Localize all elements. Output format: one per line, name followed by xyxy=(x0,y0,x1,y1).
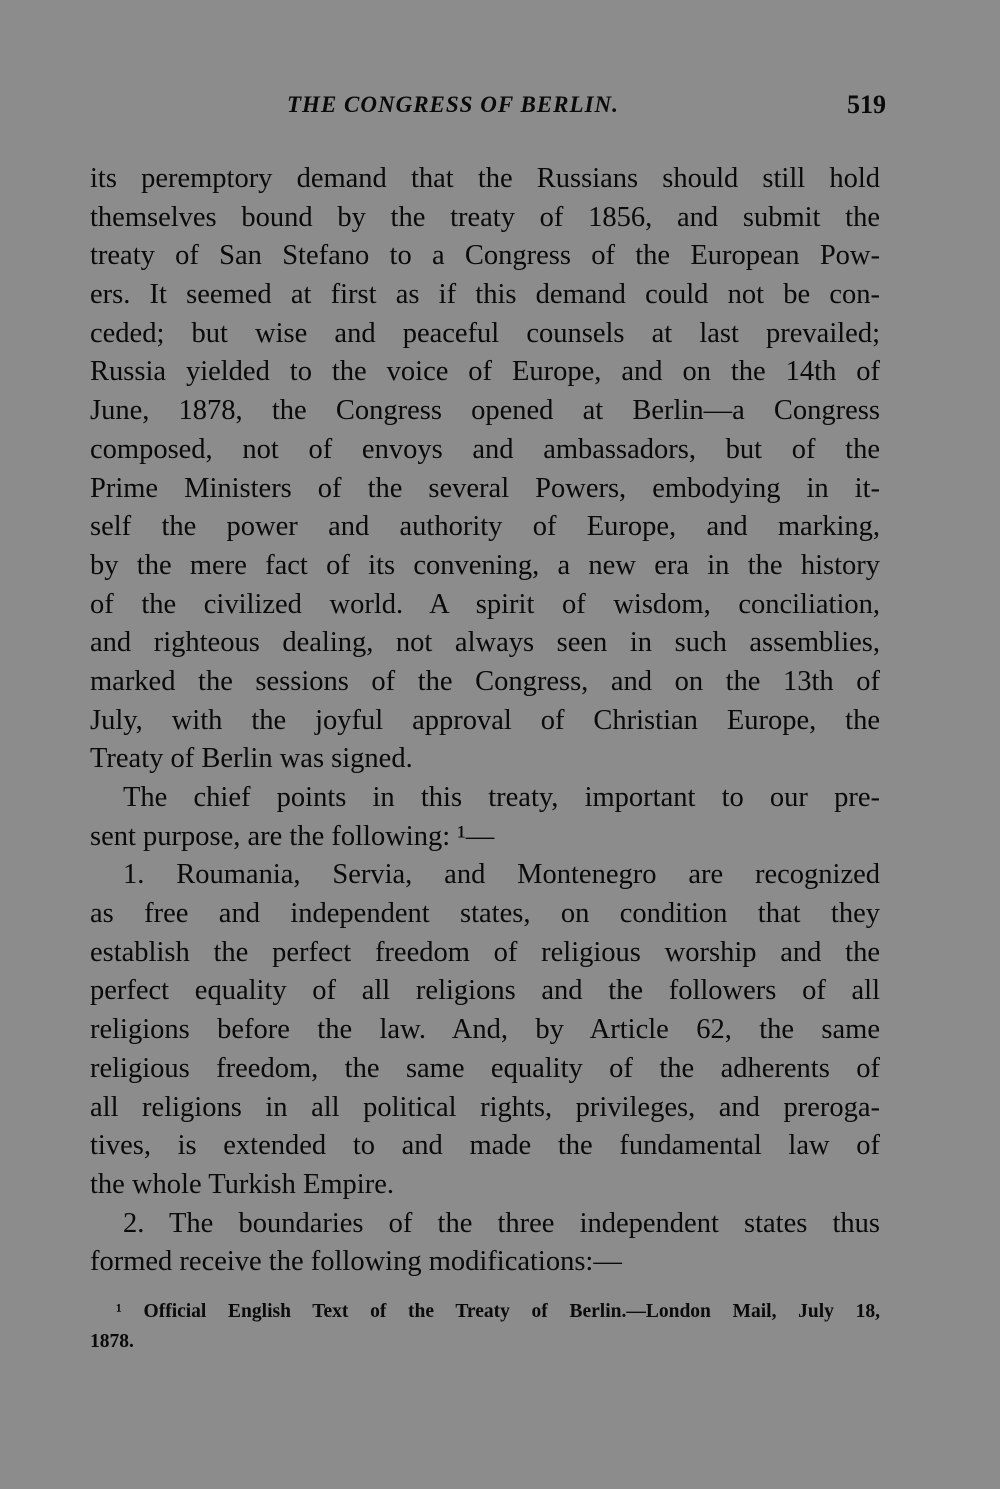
body-text xyxy=(90,160,880,1282)
text-line: 1. Roumania, Servia, and Montenegro are recognized xyxy=(123,859,880,891)
text-line: as free and independent states, on condition that they xyxy=(90,898,880,930)
text-line: establish the perfect freedom of religious worship and the xyxy=(90,936,880,968)
text-line: tives, is extended to and made the fundamental law of xyxy=(90,1130,880,1162)
text-line: all religions in all political rights, privileges, and preroga- xyxy=(90,1091,880,1123)
text-line: religions before the law. And, by Article 62, the same xyxy=(90,1014,880,1046)
text-line: religious freedom, the same equality of the adherents of xyxy=(90,1052,880,1084)
footnote-line: ¹ Official English Text of the Treaty of Berlin.—London Mail, July 18, xyxy=(116,1301,880,1322)
text-line: 2. The boundaries of the three independent states thus xyxy=(123,1207,880,1239)
footnote-line: 1878. xyxy=(90,1331,134,1352)
text-line: of the civilized world. A spirit of wisdom, conciliation, xyxy=(90,588,880,620)
footnote xyxy=(90,1297,880,1357)
text-line: Prime Ministers of the several Powers, embodying in it- xyxy=(90,472,880,504)
text-line: July, with the joyful approval of Christian Europe, the xyxy=(90,704,880,736)
text-line: composed, not of envoys and ambassadors, but of the xyxy=(90,433,880,465)
text-line: by the mere fact of its convening, a new era in the history xyxy=(90,549,880,581)
text-line: its peremptory demand that the Russians should still hold xyxy=(90,163,880,194)
text-line: Russia yielded to the voice of Europe, and on the 14th of xyxy=(90,356,880,388)
text-line: marked the sessions of the Congress, and on the 13th of xyxy=(90,665,880,697)
text-line: ers. It seemed at first as if this demand could not be con- xyxy=(90,279,880,311)
text-line: Treaty of Berlin was signed. xyxy=(90,743,413,775)
text-line: The chief points in this treaty, important to our pre- xyxy=(123,782,880,813)
text-line: the whole Turkish Empire. xyxy=(90,1168,394,1200)
text-line: self the power and authority of Europe, and marking, xyxy=(90,511,880,543)
text-line: sent purpose, are the following: ¹— xyxy=(90,820,495,852)
text-line: treaty of San Stefano to a Congress of the European Pow- xyxy=(90,240,880,272)
text-line: perfect equality of all religions and the followers of all xyxy=(90,975,880,1007)
text-line: and righteous dealing, not always seen in such assemblies, xyxy=(90,627,880,659)
running-title: THE CONGRESS OF BERLIN. xyxy=(287,92,619,117)
page-number: 519 xyxy=(847,90,886,119)
text-line: themselves bound by the treaty of 1856, and submit the xyxy=(90,201,880,233)
text-line: ceded; but wise and peaceful counsels at last prevailed; xyxy=(90,317,880,349)
running-head xyxy=(0,86,1000,126)
text-line: June, 1878, the Congress opened at Berlin—a Congress xyxy=(90,395,880,427)
text-line: formed receive the following modifications:— xyxy=(90,1246,622,1278)
